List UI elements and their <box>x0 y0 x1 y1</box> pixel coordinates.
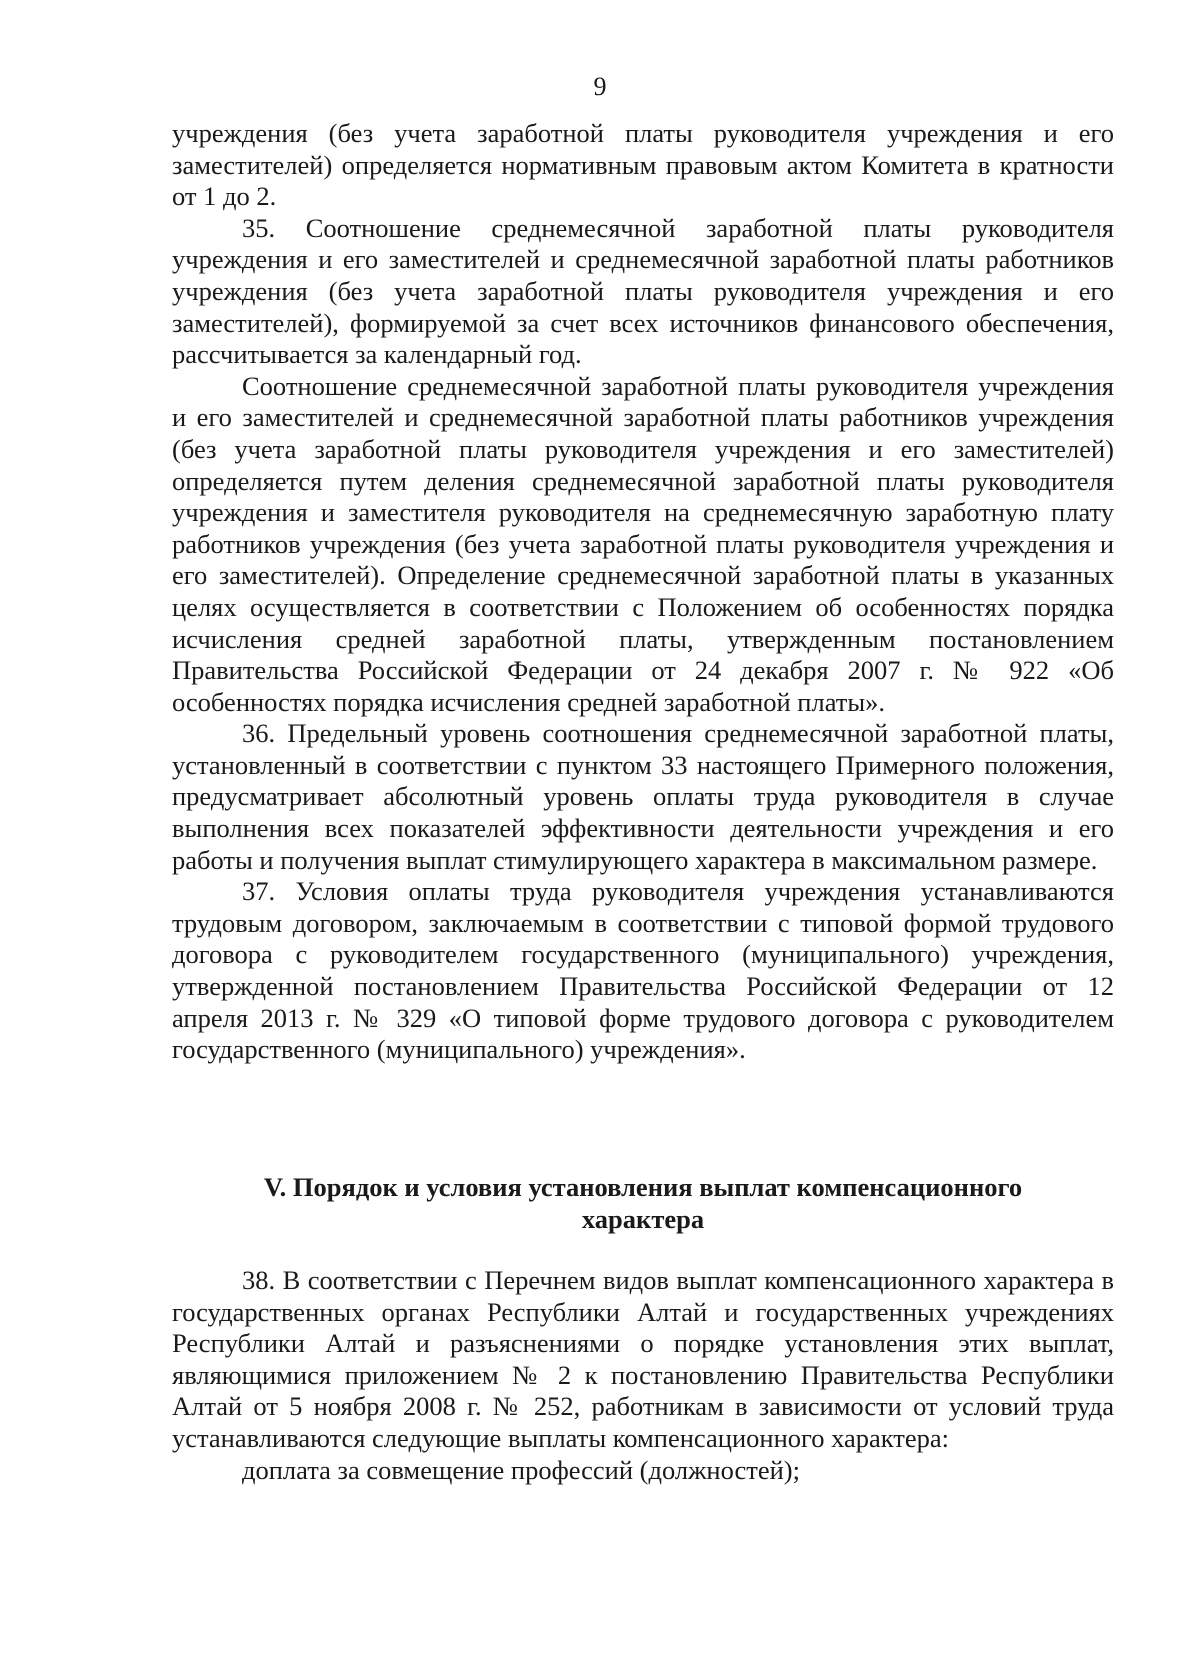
text-block-after-heading <box>172 1265 1114 1486</box>
section-heading-line-1: V. Порядок и условия установления выплат компенсационного <box>263 1172 1023 1202</box>
paragraph-ratio-definition: Соотношение среднемесячной заработной платы руководителя учреждения и его заместителей и среднемесячной заработной платы работников учреждения (без учета заработной платы руководителя учреждения и его заместителей) определяется путем деления среднемесячной заработной платы руководителя учреждения и заместителя руководителя на среднемесячную заработную плату работников учреждения (без учета заработной платы руководителя учреждения и его заместителей). Определение среднемесячной заработной платы в указанных целях осуществляется в соответствии с Положением об особенностях порядка исчисления средней заработной платы, утвержденным постановлением Правительства Российской Федерации от 24 декабря 2007 г. № 922 «Об особенностях порядка исчисления средней заработной платы». <box>172 370 1114 717</box>
text-block-before-heading <box>172 118 1114 1066</box>
paragraph-list-item: доплата за совмещение профессий (должностей); <box>242 1454 800 1485</box>
paragraph-35: 35. Соотношение среднемесячной заработной платы руководителя учреждения и его заместителей и среднемесячной заработной платы работников учреждения (без учета заработной платы руководителя учреждения и его заместителей), формируемой за счет всех источников финансового обеспечения, рассчитывается за календарный год. <box>172 212 1114 370</box>
section-heading-line-2: характера <box>581 1204 705 1234</box>
paragraph-38: 38. В соответствии с Перечнем видов выплат компенсационного характера в государственных органах Республики Алтай и государственных учреждениях Республики Алтай и разъяснениями о порядке установления этих выплат, являющимися приложением № 2 к постановлению Правительства Республики Алтай от 5 ноября 2008 г. № 252, работникам в зависимости от условий труда устанавливаются следующие выплаты компенсационного характера: <box>172 1265 1114 1453</box>
section-heading <box>172 1171 1114 1235</box>
paragraph-37: 37. Условия оплаты труда руководителя учреждения устанавливаются трудовым договором, заключаемым в соответствии с типовой формой трудового договора с руководителем государственного (муниципального) учреждения, утвержденной постановлением Правительства Российской Федерации от 12 апреля 2013 г. № 329 «О типовой форме трудового договора с руководителем государственного (муниципального) учреждения». <box>172 876 1114 1065</box>
page-number: 9 <box>593 72 607 101</box>
paragraph-continuation: учреждения (без учета заработной платы руководителя учреждения и его заместителей) определяется нормативным правовым актом Комитета в кратности от 1 до 2. <box>172 118 1114 212</box>
paragraph-36: 36. Предельный уровень соотношения среднемесячной заработной платы, установленный в соответствии с пунктом 33 настоящего Примерного положения, предусматривает абсолютный уровень оплаты труда руководителя в случае выполнения всех показателей эффективности деятельности учреждения и его работы и получения выплат стимулирующего характера в максимальном размере. <box>172 718 1114 875</box>
